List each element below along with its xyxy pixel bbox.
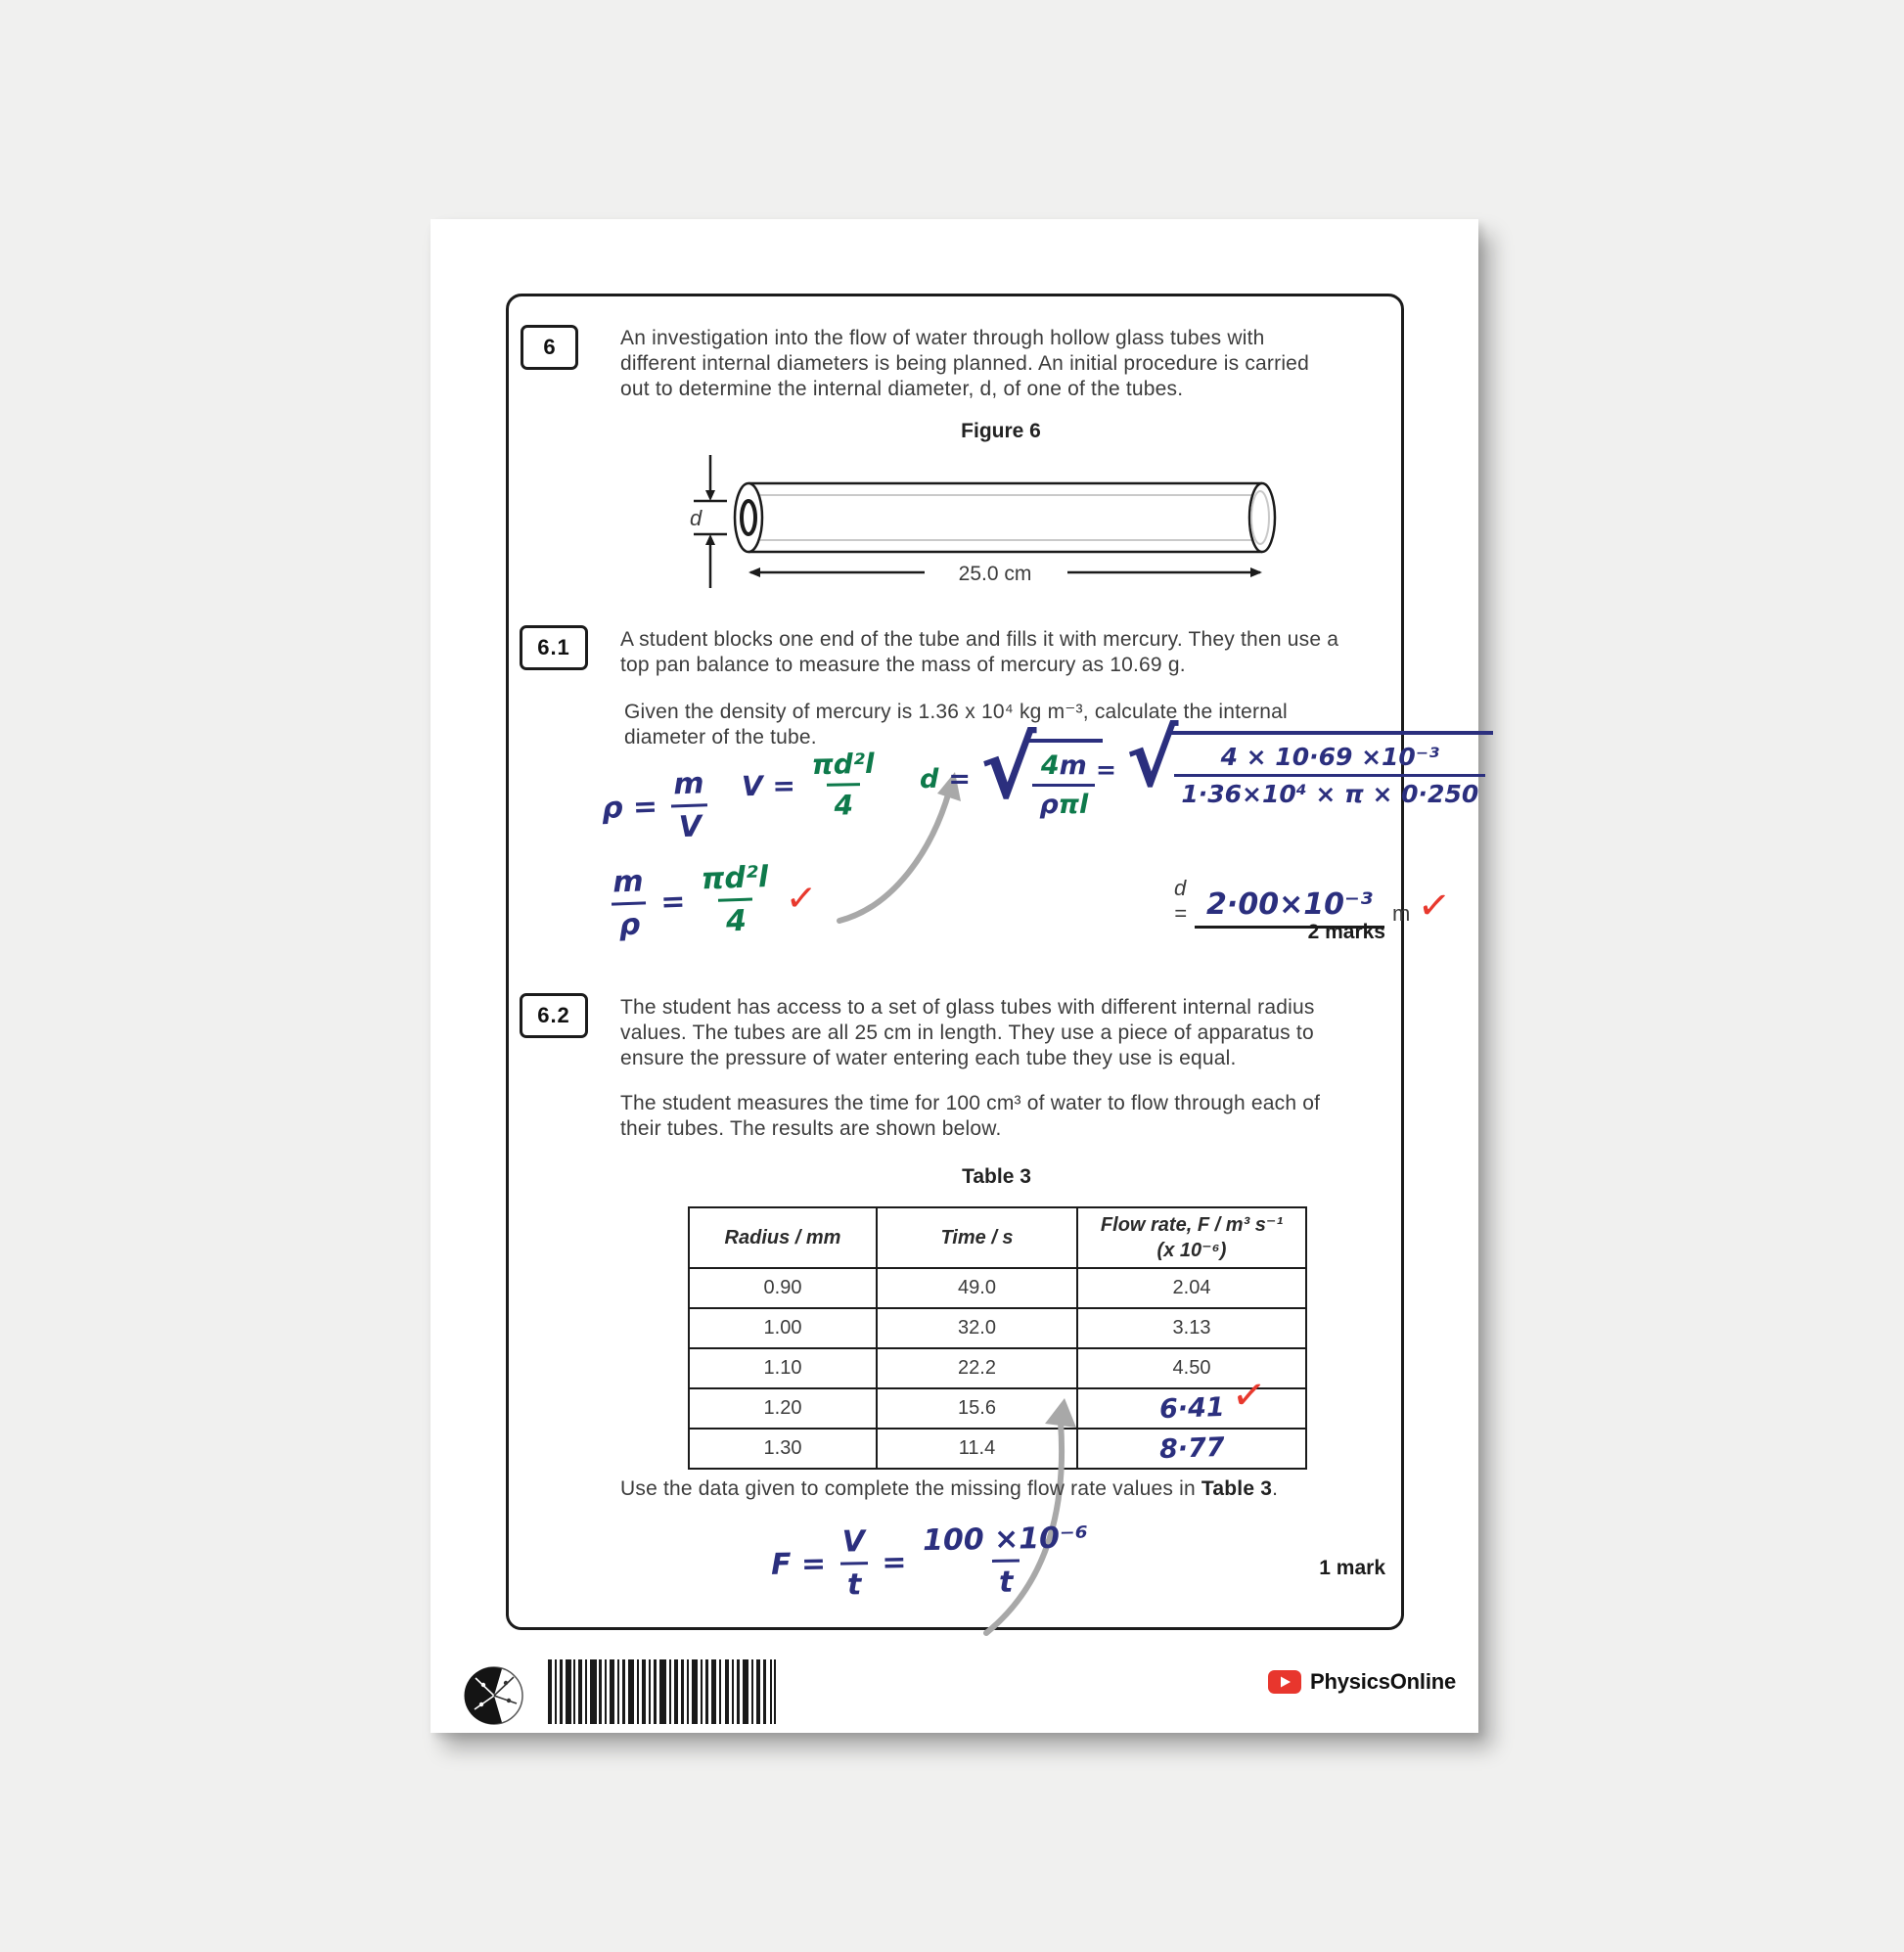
q61-p1-line-2: top pan balance to measure the mass of mercury as 10.69 g.: [620, 654, 1186, 676]
exam-paper-page: [431, 219, 1478, 1733]
table-3-title: Table 3: [962, 1165, 1031, 1188]
rearr-volume-denominator: 4: [718, 898, 753, 939]
question-number-box-6-2: [520, 993, 588, 1038]
cell-time-4: 15.6: [877, 1388, 1077, 1429]
col-header-time: Time / s: [877, 1207, 1077, 1268]
density-fraction: [666, 766, 713, 845]
question-number-6: 6: [543, 335, 556, 359]
handwritten-flow-value-2: 8·77: [1158, 1431, 1225, 1466]
flow-den-1: t: [840, 1562, 869, 1602]
handwriting-rearranged-equation: [606, 858, 819, 942]
tube-right-end: [1249, 483, 1275, 552]
root1-num-m: m: [1059, 750, 1087, 781]
figure-6-title: Figure 6: [961, 420, 1041, 442]
volume-numerator: πd²l: [811, 747, 875, 781]
question-6-2-para-2: [620, 1091, 1320, 1142]
q62-p1-line-2: values. The tubes are all 25 cm in length. They use a piece of apparatus to: [620, 1021, 1314, 1044]
youtube-icon: [1268, 1670, 1301, 1694]
q6-line-1: An investigation into the flow of water through hollow glass tubes with: [620, 327, 1265, 349]
mass-over-density-fraction: [606, 864, 653, 943]
rho-equals: ρ =: [601, 789, 658, 826]
marker-check-1-icon: ✓: [784, 875, 819, 921]
col-header-flowrate-line-2: (x 10⁻⁶): [1156, 1240, 1227, 1261]
cell-flow-2: 3.13: [1077, 1308, 1306, 1348]
annotation-arrow-2-icon: [959, 1381, 1106, 1645]
instruction-table-ref: Table 3: [1201, 1477, 1273, 1500]
root1-den-pil: πl: [1058, 790, 1089, 820]
handwriting-flow-rate-equation: [770, 1521, 1096, 1604]
publisher-logo-icon: [464, 1665, 524, 1726]
table-header-row: [689, 1207, 1306, 1268]
square-root-1: [979, 720, 1103, 820]
rearr-volume-numerator: πd²l: [701, 859, 769, 897]
table-row: [689, 1308, 1306, 1348]
handwritten-flow-value-1: 6·41: [1158, 1391, 1225, 1426]
marks-6-1: 2 marks: [1307, 921, 1385, 943]
density-numerator: m: [672, 766, 705, 802]
flow-den-2: t: [992, 1559, 1020, 1599]
square-root-2: [1125, 713, 1493, 808]
length-right-arrowhead-icon: [1250, 567, 1262, 577]
col-header-radius: Radius / mm: [689, 1207, 877, 1268]
flow-equals: F =: [770, 1546, 827, 1582]
tube-left-bore: [742, 501, 755, 534]
brand-name: PhysicsOnline: [1310, 1669, 1457, 1694]
cell-radius-3: 1.10: [689, 1348, 877, 1388]
root1-numerator: [1034, 750, 1094, 784]
answer-prefix: d =: [1174, 876, 1188, 926]
answer-unit: m: [1391, 901, 1411, 926]
q62-p2-line-1: The student measures the time for 100 cm³ of water to flow through each of: [620, 1092, 1321, 1114]
flow-fraction-1: [835, 1524, 873, 1603]
root2-fraction: [1174, 743, 1485, 808]
flow-fraction-2: [916, 1521, 1096, 1601]
instruction-period: .: [1272, 1477, 1279, 1500]
flow-num-2: 100 ×10⁻⁶: [922, 1521, 1089, 1559]
root1-num-4: 4: [1040, 750, 1060, 781]
marker-check-2-icon: ✓: [1416, 883, 1454, 930]
root1-denominator: [1032, 784, 1095, 820]
cell-radius-2: 1.00: [689, 1308, 877, 1348]
root1-den-rho: ρ: [1039, 790, 1059, 820]
radical-sign-1: √: [979, 720, 1037, 818]
figure-6-tube-diagram: [678, 449, 1304, 635]
rearr-denominator: ρ: [612, 901, 648, 942]
question-number-6-1: 6.1: [537, 635, 570, 659]
question-number-box-6-1: [520, 625, 588, 670]
handwriting-density-equation: [601, 766, 713, 847]
cell-time-1: 49.0: [877, 1268, 1077, 1308]
col-header-flowrate-line-1: Flow rate, F / m³ s⁻¹: [1100, 1214, 1284, 1236]
question-6-text: [620, 326, 1309, 402]
q6-line-3: out to determine the internal diameter, d, of one of the tubes.: [620, 378, 1184, 400]
rearr-numerator: m: [612, 864, 645, 900]
q62-p1-line-1: The student has access to a set of glass tubes with different internal radius: [620, 996, 1315, 1019]
cell-flow-1: 2.04: [1077, 1268, 1306, 1308]
question-number-6-2: 6.2: [537, 1003, 570, 1027]
cell-flow-5: [1077, 1429, 1306, 1469]
q62-p2-line-2: their tubes. The results are shown below.: [620, 1117, 1002, 1140]
cell-radius-5: 1.30: [689, 1429, 877, 1469]
rearr-volume-fraction: [694, 860, 777, 940]
eq2-symbol: =: [1096, 755, 1116, 784]
q61-p2-line-1: Given the density of mercury is 1.36 x 10⁴ kg m⁻³, calculate the internal: [624, 701, 1288, 723]
flow-num-1: V: [841, 1524, 866, 1560]
d-symbol: d: [920, 764, 939, 794]
handwriting-numeric-root-equation: [1096, 713, 1493, 808]
volume-denominator: 4: [827, 783, 860, 822]
q62-p1-line-3: ensure the pressure of water entering each tube they use is equal.: [620, 1047, 1237, 1069]
d-dim-top-arrowhead-icon: [705, 490, 715, 501]
col-header-flowrate: [1077, 1207, 1306, 1268]
cell-flow-4: [1077, 1388, 1306, 1429]
tube-length-label: 25.0 cm: [958, 563, 1032, 585]
cell-radius-4: 1.20: [689, 1388, 877, 1429]
instruction-6-2: [620, 1476, 1278, 1502]
d-equals: =: [948, 764, 971, 794]
density-denominator: V: [671, 803, 709, 844]
question-6-2-para-1: [620, 995, 1315, 1071]
table-row: [689, 1268, 1306, 1308]
cell-radius-1: 0.90: [689, 1268, 877, 1308]
q61-p2-line-2: diameter of the tube.: [624, 726, 817, 749]
volume-equals: V =: [741, 769, 796, 803]
q6-line-2: different internal diameters is being planned. An initial procedure is carried: [620, 352, 1309, 375]
instruction-text: Use the data given to complete the missing flow rate values in: [620, 1477, 1201, 1500]
cell-time-5: 11.4: [877, 1429, 1077, 1469]
rearr-equals: =: [659, 884, 687, 920]
question-6-1-para-1: [620, 627, 1338, 678]
cell-time-3: 22.2: [877, 1348, 1077, 1388]
radical-sign-2: √: [1125, 713, 1179, 804]
cell-time-2: 32.0: [877, 1308, 1077, 1348]
question-frame: [506, 294, 1479, 1630]
root2-denominator: 1·36×10⁴ × π × 0·250: [1174, 774, 1485, 808]
root2-numerator: 4 × 10·69 ×10⁻³: [1220, 743, 1439, 771]
brand-lockup: [1268, 1669, 1456, 1695]
marks-6-2: 1 mark: [1319, 1557, 1385, 1579]
handwriting-d-root-equation: [920, 720, 1103, 820]
root1-fraction: [1032, 750, 1095, 820]
tube-diameter-label: d: [690, 506, 703, 530]
question-number-box-6: [521, 325, 578, 370]
cell-flow-3: 4.50: [1077, 1348, 1306, 1388]
q61-p1-line-1: A student blocks one end of the tube and fills it with mercury. They then use a: [620, 628, 1339, 651]
flow-equals-2: =: [881, 1545, 907, 1580]
answer-value-handwritten: 2·00×10⁻³: [1195, 887, 1384, 929]
marker-check-3-icon: ✓: [1229, 1370, 1269, 1420]
barcode: [548, 1659, 776, 1724]
d-dim-bottom-arrowhead-icon: [705, 534, 715, 545]
